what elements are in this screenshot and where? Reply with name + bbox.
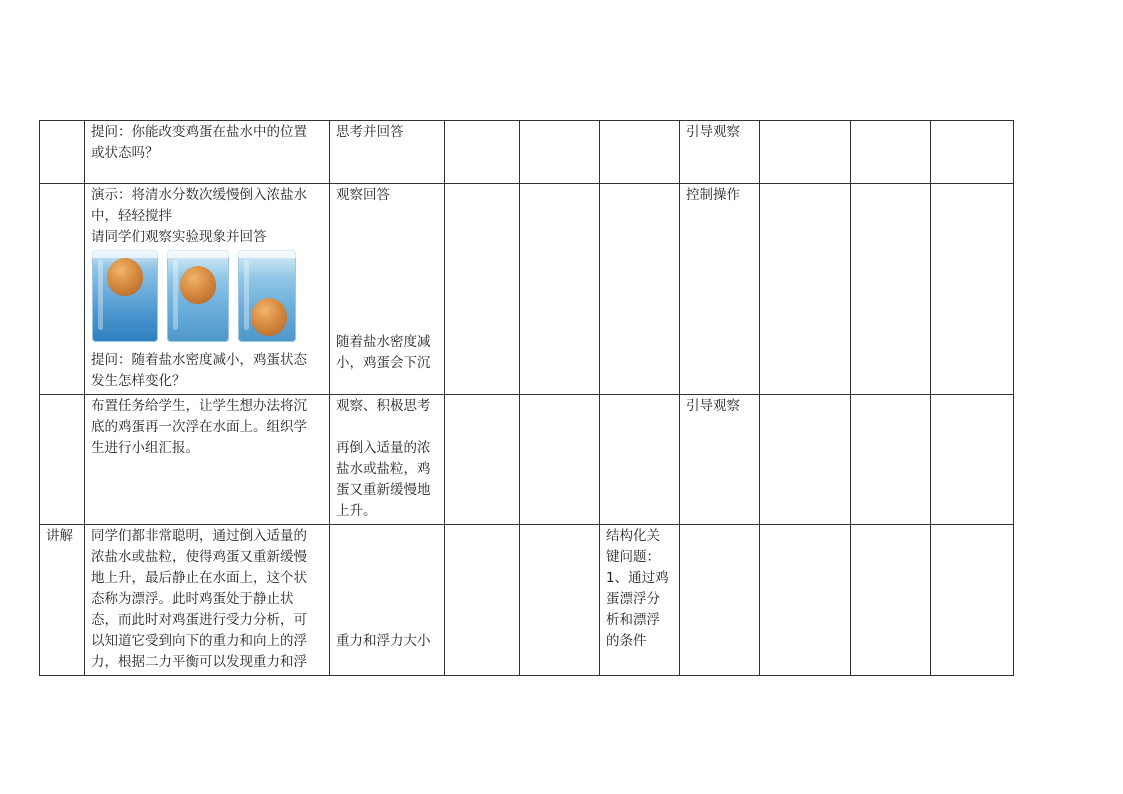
stage-cell (40, 525, 85, 676)
student-activity-cell (330, 525, 445, 676)
stage-cell (40, 121, 85, 184)
cell-text: 1、通过鸡 (606, 570, 669, 586)
cell-text: 布置任务给学生，让学生想办法将沉 (91, 398, 307, 414)
cell-text: 再倒入适量的浓 (336, 440, 431, 456)
cell-text: 重力和浮力大小 (336, 633, 431, 649)
teacher-activity-cell (85, 184, 330, 395)
beaker-egg-suspended-image (167, 250, 229, 342)
cell-text: 或状态吗？ (91, 145, 159, 161)
empty-cell (931, 395, 1014, 525)
cell-text: 思考并回答 (336, 124, 404, 140)
cell-text: 观察、积极思考 (336, 398, 431, 414)
method-cell (680, 121, 760, 184)
cell-text: 结构化关 (606, 528, 660, 544)
empty-cell (600, 395, 680, 525)
cell-text: 引导观察 (686, 398, 740, 414)
cell-text: 析和漂浮 (606, 612, 660, 628)
method-cell (680, 395, 760, 525)
empty-cell (520, 395, 600, 525)
method-cell (680, 184, 760, 395)
table-row (40, 395, 1014, 525)
egg-experiment-photos (92, 250, 323, 346)
beaker-egg-sinking-image (238, 250, 296, 342)
student-activity-cell (330, 395, 445, 525)
table-row (40, 121, 1014, 184)
cell-text: 态，而此时对鸡蛋进行受力分析，可 (91, 612, 307, 628)
teacher-activity-cell (85, 121, 330, 184)
cell-text: 蛋又重新缓慢地 (336, 482, 431, 498)
student-activity-cell (330, 121, 445, 184)
table-row (40, 525, 1014, 676)
empty-cell (445, 184, 520, 395)
empty-cell (760, 121, 851, 184)
cell-text: 浓盐水或盐粒，使得鸡蛋又重新缓慢 (91, 549, 307, 565)
empty-cell (445, 395, 520, 525)
empty-cell (851, 525, 931, 676)
cell-text: 盐水或盐粒，鸡 (336, 461, 431, 477)
lesson-plan-table (39, 120, 1014, 676)
cell-text: 以知道它受到向下的重力和向上的浮 (91, 633, 307, 649)
empty-cell (851, 184, 931, 395)
empty-cell (760, 184, 851, 395)
empty-cell (600, 184, 680, 395)
cell-text: 地上升，最后静止在水面上，这个状 (91, 570, 307, 586)
cell-text: 请同学们观察实验现象并回答 (91, 229, 267, 245)
cell-text: 引导观察 (686, 124, 740, 140)
empty-cell (851, 121, 931, 184)
empty-cell (600, 121, 680, 184)
cell-text: 讲解 (46, 528, 73, 544)
cell-text: 中，轻轻搅拌 (91, 208, 172, 224)
student-activity-cell (330, 184, 445, 395)
cell-text: 力，根据二力平衡可以发现重力和浮 (91, 654, 307, 670)
empty-cell (520, 525, 600, 676)
empty-cell (445, 121, 520, 184)
cell-text: 底的鸡蛋再一次浮在水面上。组织学 (91, 419, 307, 435)
empty-cell (760, 525, 851, 676)
cell-text: 演示：将清水分数次缓慢倒入浓盐水 (91, 187, 307, 203)
empty-cell (520, 121, 600, 184)
cell-text: 同学们都非常聪明，通过倒入适量的 (91, 528, 307, 544)
teacher-activity-cell (85, 395, 330, 525)
empty-cell (520, 184, 600, 395)
empty-cell (445, 525, 520, 676)
cell-text: 的条件 (606, 633, 647, 649)
cell-text: 提问：你能改变鸡蛋在盐水中的位置 (91, 124, 307, 140)
cell-text: 发生怎样变化？ (91, 373, 186, 389)
empty-cell (931, 121, 1014, 184)
cell-text: 随着盐水密度减 (336, 334, 431, 350)
cell-text: 生进行小组汇报。 (91, 440, 199, 456)
stage-cell (40, 184, 85, 395)
empty-cell (931, 525, 1014, 676)
cell-text: 蛋漂浮分 (606, 591, 660, 607)
beaker-egg-floating-image (92, 250, 158, 342)
note-cell (600, 525, 680, 676)
cell-text: 上升。 (336, 503, 377, 519)
empty-cell (680, 525, 760, 676)
cell-text: 控制操作 (686, 187, 740, 203)
cell-text: 键问题： (606, 549, 660, 565)
cell-text: 观察回答 (336, 187, 390, 203)
stage-cell (40, 395, 85, 525)
cell-text: 态称为漂浮。此时鸡蛋处于静止状 (91, 591, 294, 607)
cell-text: 小，鸡蛋会下沉 (336, 355, 431, 371)
empty-cell (760, 395, 851, 525)
empty-cell (851, 395, 931, 525)
cell-text: 提问：随着盐水密度减小，鸡蛋状态 (91, 352, 307, 368)
teacher-activity-cell (85, 525, 330, 676)
empty-cell (931, 184, 1014, 395)
table-row (40, 184, 1014, 395)
